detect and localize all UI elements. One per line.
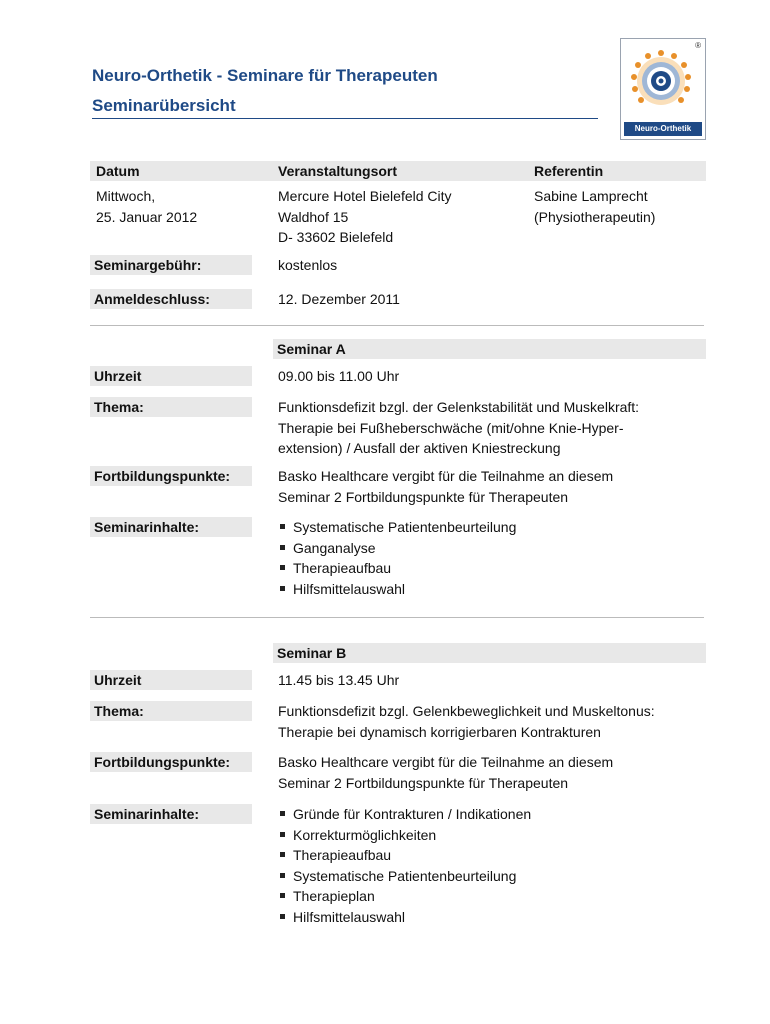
seminar-b-time-label: Uhrzeit — [90, 670, 252, 690]
points-line: Seminar 2 Fortbildungspunkte für Therapeuten — [278, 774, 569, 791]
seminar-a-points-label: Fortbildungspunkte: — [90, 466, 252, 486]
logo-text: Neuro-Orthetik — [624, 122, 702, 136]
list-item: Therapieaufbau — [278, 845, 531, 866]
info-header-bar — [90, 161, 706, 181]
target-logo-icon — [621, 39, 705, 123]
registered-mark: ® — [695, 41, 701, 50]
topic-line: extension) / Ausfall der aktiven Kniestreckung — [278, 440, 561, 456]
points-line: Basko Healthcare vergibt für die Teilnahme an diesem — [278, 468, 614, 484]
title-rule — [92, 118, 598, 119]
seminar-a-content-list — [278, 517, 516, 599]
neuro-orthetik-logo — [620, 38, 706, 140]
section-divider — [90, 617, 704, 618]
seminar-a-topic-label: Thema: — [90, 397, 252, 417]
seminar-a-time-value: 09.00 bis 11.00 Uhr — [278, 368, 400, 384]
venue-line: Waldhof 15 — [278, 208, 349, 225]
section-divider — [90, 325, 704, 326]
page-title: Neuro-Orthetik - Seminare für Therapeuten — [92, 66, 438, 85]
list-item: Gründe für Kontrakturen / Indikationen — [278, 804, 531, 825]
page-subtitle: Seminarübersicht — [92, 96, 236, 115]
date-line: Mittwoch, — [96, 188, 156, 204]
venue-line: Mercure Hotel Bielefeld City — [278, 188, 452, 204]
list-item: Ganganalyse — [278, 538, 516, 559]
topic-line: Funktionsdefizit bzgl. der Gelenkstabilität und Muskelkraft: — [278, 399, 640, 415]
col-speaker-header: Referentin — [534, 163, 604, 179]
seminar-b-heading: Seminar B — [273, 643, 706, 663]
points-line: Seminar 2 Fortbildungspunkte für Therapeuten — [278, 488, 569, 505]
list-item: Hilfsmittelauswahl — [278, 579, 516, 600]
list-item: Systematische Patientenbeurteilung — [278, 866, 531, 887]
seminar-b-content-label: Seminarinhalte: — [90, 804, 252, 824]
deadline-value: 12. Dezember 2011 — [278, 291, 400, 307]
topic-line: Therapie bei Fußheberschwäche (mit/ohne Knie-Hyper- — [278, 419, 624, 436]
list-item: Hilfsmittelauswahl — [278, 907, 531, 928]
list-item: Therapieplan — [278, 886, 531, 907]
seminar-b-topic — [278, 701, 655, 742]
seminar-a-heading: Seminar A — [273, 339, 706, 359]
speaker-line: (Physiotherapeutin) — [534, 208, 656, 225]
topic-line: Therapie bei dynamisch korrigierbaren Kontrakturen — [278, 723, 601, 740]
list-item: Korrekturmöglichkeiten — [278, 825, 531, 846]
col-date-header: Datum — [96, 163, 140, 179]
fee-value: kostenlos — [278, 257, 338, 273]
speaker-line: Sabine Lamprecht — [534, 188, 648, 204]
list-item: Systematische Patientenbeurteilung — [278, 517, 516, 538]
date-line: 25. Januar 2012 — [96, 208, 198, 225]
seminar-b-points-label: Fortbildungspunkte: — [90, 752, 252, 772]
seminar-a-time-label: Uhrzeit — [90, 366, 252, 386]
date-cell — [96, 186, 197, 227]
seminar-b-content-list — [278, 804, 531, 927]
topic-line: Funktionsdefizit bzgl. Gelenkbeweglichkeit und Muskeltonus: — [278, 703, 655, 719]
col-venue-header: Veranstaltungsort — [278, 163, 398, 179]
fee-label: Seminargebühr: — [90, 255, 252, 275]
seminar-a-topic — [278, 397, 639, 459]
venue-line: D- 33602 Bielefeld — [278, 229, 394, 245]
venue-cell — [278, 186, 452, 248]
seminar-b-points — [278, 752, 613, 793]
speaker-cell — [534, 186, 655, 227]
points-line: Basko Healthcare vergibt für die Teilnahme an diesem — [278, 754, 614, 770]
deadline-label: Anmeldeschluss: — [90, 289, 252, 309]
seminar-b-topic-label: Thema: — [90, 701, 252, 721]
list-item: Therapieaufbau — [278, 558, 516, 579]
seminar-b-time-value: 11.45 bis 13.45 Uhr — [278, 672, 400, 688]
seminar-a-points — [278, 466, 613, 507]
seminar-a-content-label: Seminarinhalte: — [90, 517, 252, 537]
